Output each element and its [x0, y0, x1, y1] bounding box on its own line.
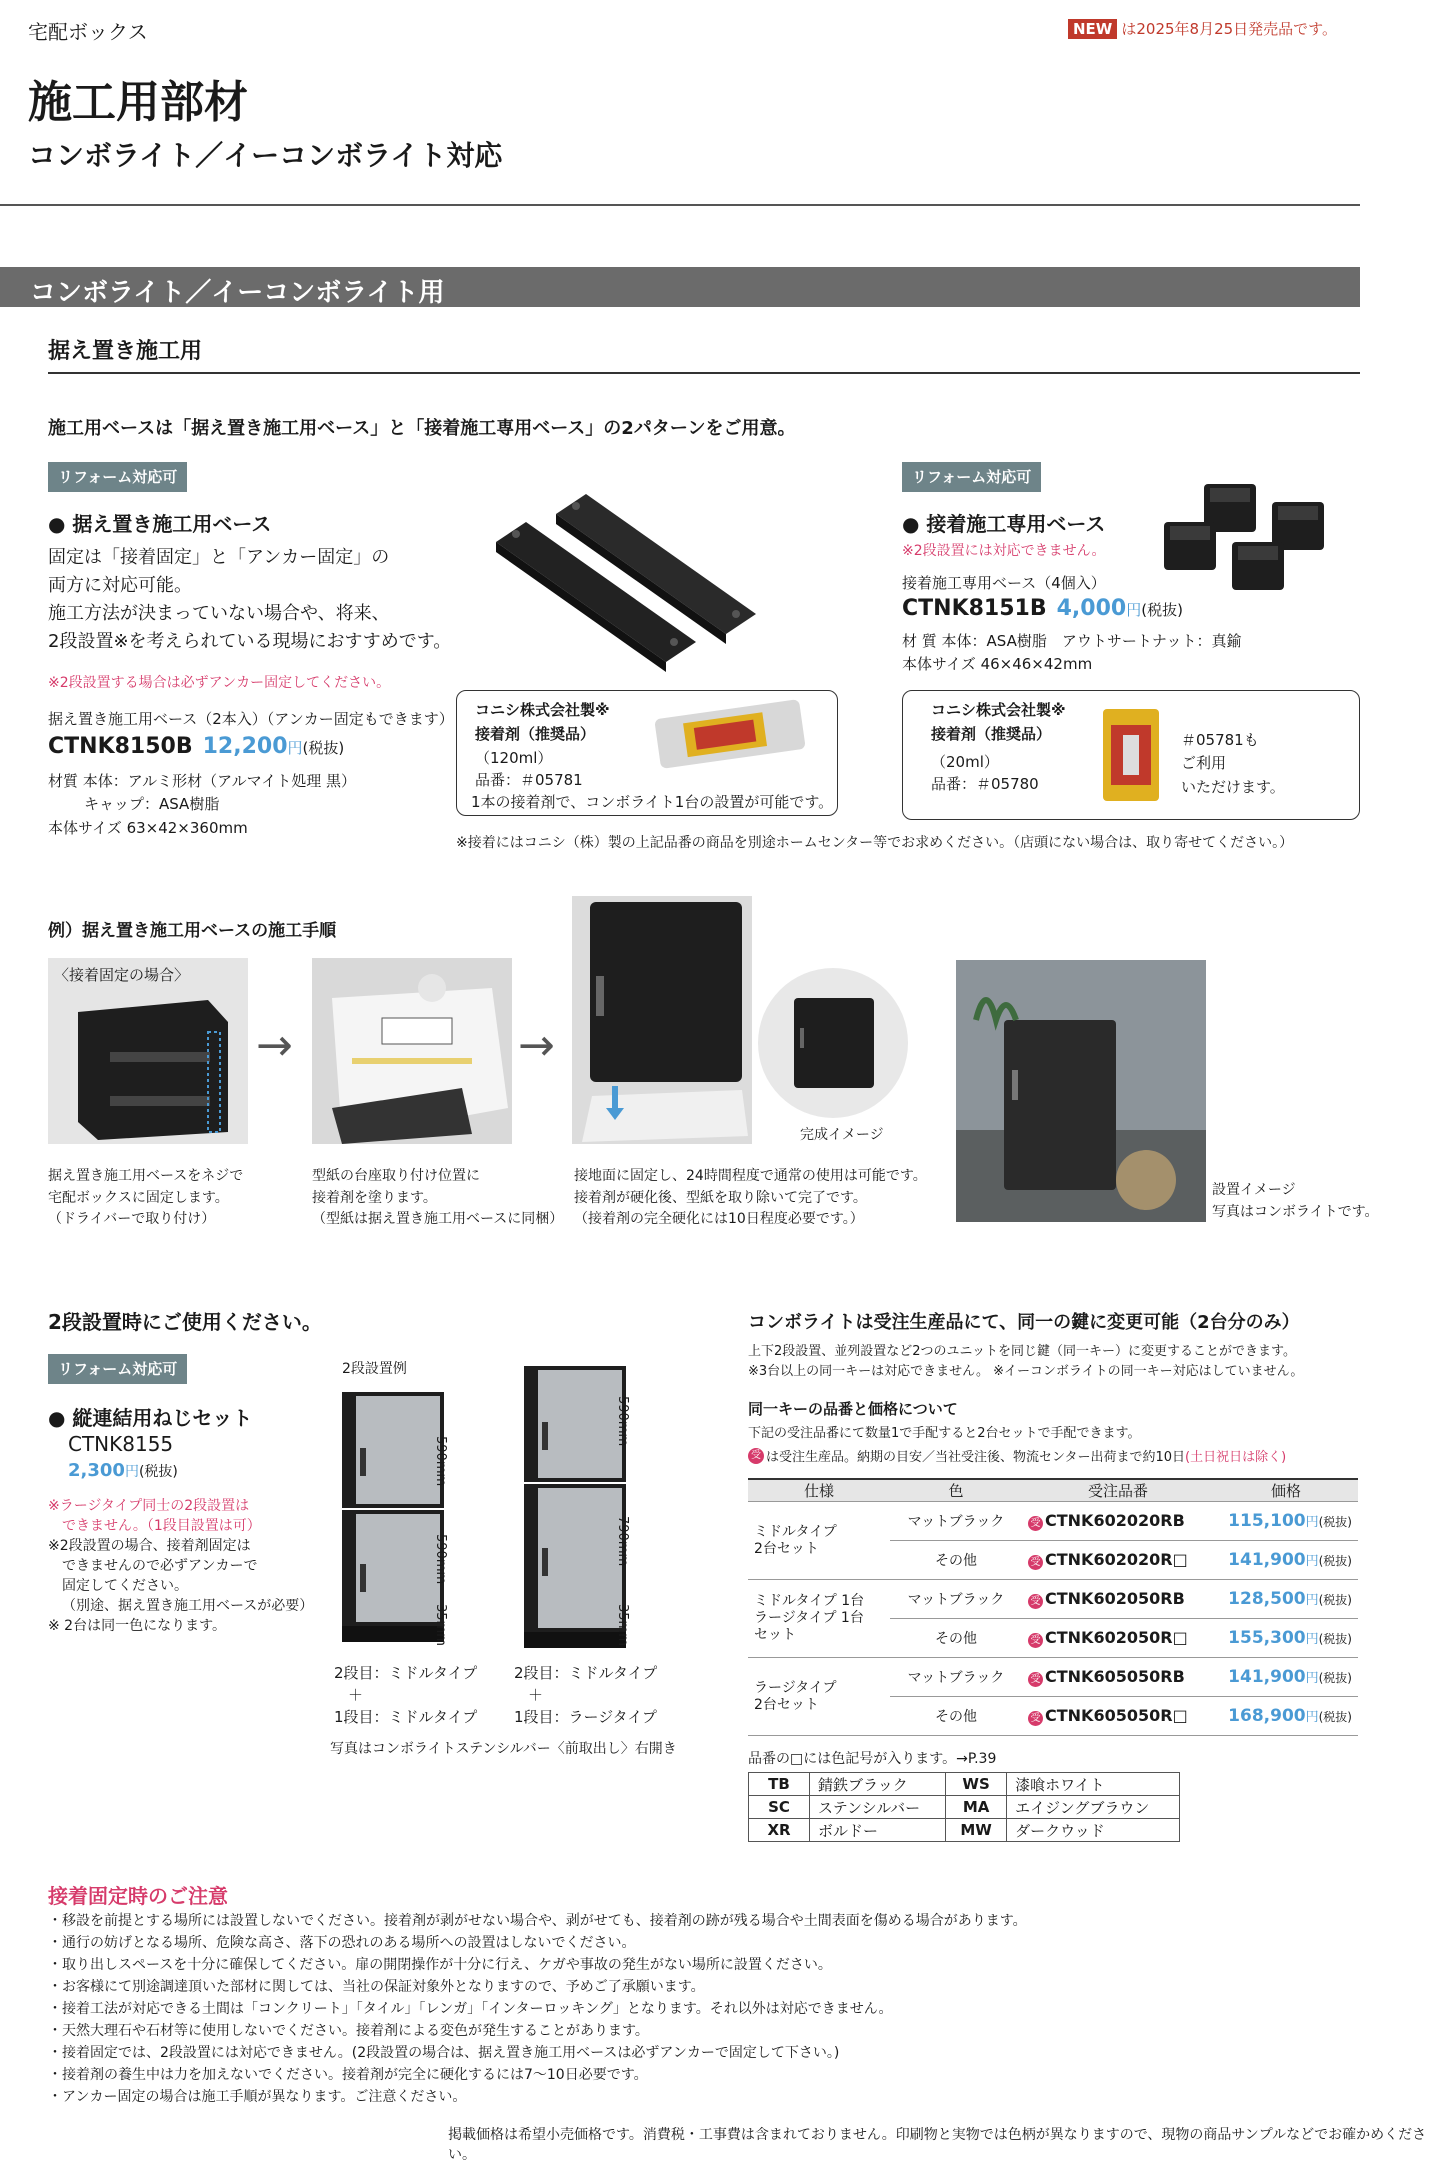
- base-left-note: ※2段設置する場合は必ずアンカー固定してください。: [48, 675, 391, 691]
- desc-line: 固定は「接着固定」と「アンカー固定」の: [48, 547, 390, 568]
- color-code: MW: [946, 1819, 1007, 1842]
- adhesive-maker: コニシ株式会社製※: [931, 701, 1066, 719]
- tax-note: (税抜): [1318, 1554, 1352, 1568]
- color-code: WS: [946, 1773, 1007, 1796]
- order-code: CTNK602050R□: [1045, 1628, 1188, 1647]
- alt-line: いただけます。: [1181, 777, 1285, 796]
- caption-line: （接着剤の完全硬化には10日程度必要です。）: [574, 1211, 864, 1228]
- reform-tag-left: リフォーム対応可: [48, 462, 187, 492]
- key-subheading: 同一キーの品番と価格について: [748, 1400, 958, 1418]
- stack-a-caption: [334, 1662, 477, 1728]
- stack-notes: [48, 1496, 313, 1636]
- color-code: SC: [749, 1796, 810, 1819]
- base-right-specs: [902, 630, 1242, 677]
- color-name: エイジングブラウン: [1007, 1796, 1180, 1819]
- caption-line: （型紙は据え置き施工用ベースに同梱）: [312, 1211, 564, 1228]
- caution-item: ・移設を前提とする場所には設置しないでください。接着剤が剥がせない場合や、剥がせても、接着剤の跡が残る場合や土間表面を傷める場合があります。: [48, 1913, 1027, 1929]
- caption-line: 接地面に固定し、24時間程度で通常の使用は可能です。: [574, 1168, 927, 1184]
- caption-line: 宅配ボックスに固定します。: [48, 1189, 229, 1206]
- category-label: 宅配ボックス: [28, 20, 148, 44]
- color-name: ステンシルバー: [810, 1796, 946, 1819]
- key-price-table: [748, 1478, 1358, 1736]
- box-upside-down-image: [58, 992, 238, 1142]
- order-mark-icon: 受: [748, 1448, 764, 1464]
- yen-unit: 円: [287, 739, 303, 757]
- desc-line: 両方に対応可能。: [48, 574, 192, 596]
- install-caption-line: 写真はコンボライトです。: [1212, 1203, 1379, 1220]
- yen-unit: 円: [1305, 1515, 1319, 1530]
- order-mark-icon: 受: [1028, 1711, 1043, 1726]
- spec-cell: ミドルタイプ 2台セット: [748, 1502, 890, 1580]
- case-label: 〈接着固定の場合〉: [54, 966, 190, 984]
- price: 4,000: [1056, 596, 1127, 621]
- table-header: 受注品番: [1022, 1479, 1214, 1502]
- table-row: [748, 1502, 1358, 1541]
- stack-photo-note: 写真はコンボライトステンシルバー〈前取出し〉右開き: [330, 1741, 677, 1757]
- color-name: ボルドー: [810, 1819, 946, 1842]
- header-divider: [0, 204, 1360, 206]
- tax-note: (税抜): [1318, 1593, 1352, 1607]
- caption-line: 2段目：ミドルタイプ: [514, 1664, 658, 1682]
- table-header: 価格: [1214, 1479, 1358, 1502]
- stack-price-line: [68, 1460, 178, 1481]
- step3-caption: [574, 1166, 927, 1231]
- base-blocks-image: [1160, 480, 1340, 610]
- install-caption-line: 設置イメージ: [1212, 1182, 1296, 1198]
- install-caption: [1212, 1180, 1378, 1223]
- dim-label: 590mm: [615, 1396, 630, 1447]
- step-arrow-icon: →: [256, 1020, 293, 1071]
- spec-line: 本体サイズ 63×42×360mm: [48, 818, 248, 837]
- install-photo: [956, 960, 1206, 1222]
- adhesive-volume: （120ml）: [475, 749, 553, 767]
- color-row: [749, 1773, 1180, 1796]
- base-right-price-line: [902, 596, 1183, 621]
- price: 2,300: [68, 1460, 125, 1481]
- color-cell: その他: [890, 1541, 1022, 1580]
- note-line: ※2段設置の場合、接着剤固定は: [48, 1538, 251, 1554]
- base-left-heading: ● 据え置き施工用ベース: [48, 512, 272, 536]
- note-line: ※ラージタイプ同士の2段設置は: [48, 1498, 250, 1514]
- stack-item: ● 縦連結用ねじセット: [48, 1406, 253, 1430]
- caution-item: ・接着固定では、2段設置には対応できません。(2段設置の場合は、据え置き施工用ベースは必ずアンカーで固定して下さい。): [48, 2045, 840, 2061]
- caution-list: [48, 1910, 1348, 2108]
- new-badge: NEW: [1068, 19, 1117, 39]
- order-mark-icon: 受: [1028, 1594, 1043, 1609]
- new-notice: [1068, 18, 1337, 39]
- template-paper-image: [312, 958, 512, 1144]
- adhesive-small-tube-image: [1099, 705, 1163, 805]
- order-code: CTNK605050RB: [1045, 1667, 1185, 1686]
- code-cell: [1022, 1697, 1214, 1736]
- adhesive-name: 接着剤（推奨品）: [931, 725, 1052, 743]
- color-code-table: [748, 1772, 1180, 1842]
- new-note: は2025年8月25日発売品です。: [1121, 20, 1337, 38]
- tax-note: (税抜): [1318, 1515, 1352, 1529]
- order-mark-icon: 受: [1028, 1516, 1043, 1531]
- adhesive-maker: コニシ株式会社製※: [475, 701, 610, 719]
- spec-line: キャップ：ASA樹脂: [84, 795, 220, 814]
- code-cell: [1022, 1580, 1214, 1619]
- caution-item: ・アンカー固定の場合は施工手順が異なります。ご注意ください。: [48, 2089, 467, 2105]
- step1-photo: [48, 958, 248, 1144]
- color-note: 品番の□には色記号が入ります。→P.39: [748, 1751, 997, 1767]
- note-line: ※ 2台は同一色になります。: [48, 1618, 226, 1634]
- table-header: 色: [890, 1479, 1022, 1502]
- code-cell: [1022, 1541, 1214, 1580]
- color-cell: その他: [890, 1697, 1022, 1736]
- adhesive-code: 品番：＃05780: [931, 775, 1039, 793]
- step-arrow-icon: →: [518, 1020, 555, 1071]
- tax-note: (税抜): [302, 739, 345, 757]
- completed-box-image: [758, 968, 908, 1118]
- caution-item: ・通行の妨げとなる場所、危険な高さ、落下の恐れのある場所への設置はしないでください。: [48, 1935, 636, 1951]
- reform-tag-right: リフォーム対応可: [902, 462, 1041, 492]
- adhesive-name: 接着剤（推奨品）: [475, 725, 596, 743]
- color-name: ダークウッド: [1007, 1819, 1180, 1842]
- adhesive-alt: [1181, 729, 1285, 799]
- order-code: CTNK602020R□: [1045, 1550, 1188, 1569]
- code-cell: [1022, 1619, 1214, 1658]
- table-row: [748, 1658, 1358, 1697]
- yen-unit: 円: [1305, 1632, 1319, 1647]
- caution-item: ・お客様にて別途調達頂いた部材に関しては、当社の保証対象外となりますので、予めご了承願います。: [48, 1979, 705, 1995]
- desc4-text: は受注生産品。納期の目安／当社受注後、物流センター出荷まで約10日: [766, 1450, 1186, 1465]
- price: 141,900: [1228, 1550, 1306, 1570]
- color-cell: マットブラック: [890, 1502, 1022, 1541]
- price: 141,900: [1228, 1667, 1306, 1687]
- box-on-floor-image: [572, 896, 752, 1144]
- stack-b-caption: [514, 1662, 657, 1728]
- footer-note: 掲載価格は希望小売価格です。消費税・工事費は含まれておりません。印刷物と実物では色柄が異なりますので、現物の商品サンプルなどでお確かめください。: [448, 2127, 1427, 2163]
- color-name: 錆鉄ブラック: [810, 1773, 946, 1796]
- installed-box-image: [956, 960, 1206, 1222]
- complete-label: 完成イメージ: [800, 1127, 884, 1143]
- code-cell: [1022, 1502, 1214, 1541]
- color-name: 漆喰ホワイト: [1007, 1773, 1180, 1796]
- price-cell: [1214, 1502, 1358, 1541]
- caption-line: 据え置き施工用ベースをネジで: [48, 1168, 244, 1184]
- alt-line: ご利用: [1181, 754, 1227, 773]
- base-right-heading: ● 接着施工専用ベース: [902, 512, 1106, 536]
- color-code: TB: [749, 1773, 810, 1796]
- spec-line: 材質 本体：アルミ形材（アルマイト処理 黒）: [48, 772, 357, 790]
- stack-code: CTNK8155: [68, 1432, 174, 1456]
- step3-photo: [572, 896, 752, 1144]
- base-left-specs: [48, 770, 356, 840]
- caution-heading: 接着固定時のご注意: [48, 1884, 228, 1908]
- yen-unit: 円: [1305, 1710, 1319, 1725]
- dim-label: 35mm: [615, 1604, 630, 1646]
- desc-line: 2段設置※を考えられている現場におすすめです。: [48, 630, 452, 652]
- caution-item: ・接着工法が対応できる土間は「コンクリート」「タイル」「レンガ」「インターロッキング」となります。それ以外は対応できません。: [48, 2001, 893, 2017]
- caution-item: ・取り出しスペースを十分に確保してください。扉の開閉操作が十分に行え、ケガや事故の発生がない場所に設置ください。: [48, 1957, 832, 1973]
- color-cell: マットブラック: [890, 1658, 1022, 1697]
- note-line: できませんので必ずアンカーで: [62, 1558, 258, 1574]
- price: 128,500: [1228, 1589, 1306, 1609]
- price: 115,100: [1228, 1511, 1306, 1531]
- complete-image-circle: [758, 968, 908, 1118]
- desc-line: 施工方法が決まっていない場合や、将来、: [48, 602, 390, 624]
- order-mark-icon: 受: [1028, 1555, 1043, 1570]
- order-mark-icon: 受: [1028, 1672, 1043, 1687]
- price-cell: [1214, 1697, 1358, 1736]
- yen-unit: 円: [124, 1464, 139, 1480]
- price-cell: [1214, 1580, 1358, 1619]
- adhesive-tube-image: [655, 699, 805, 769]
- color-code: XR: [749, 1819, 810, 1842]
- section-bar-title: コンボライト／イーコンボライト用: [30, 278, 445, 308]
- intro-text: 施工用ベースは「据え置き施工用ベース」と「接着施工専用ベース」の2パターンをご用意。: [48, 418, 796, 439]
- section-bar: [0, 267, 1360, 307]
- adhesive-footnote: ※接着にはコニシ（株）製の上記品番の商品を別途ホームセンター等でお求めください。（店頭にない場合は、取り寄せてください。）: [456, 835, 1294, 851]
- caption-line: 接着剤を塗ります。: [312, 1189, 437, 1206]
- yen-unit: 円: [1305, 1593, 1319, 1608]
- code-cell: [1022, 1658, 1214, 1697]
- base-bars-image: [486, 492, 766, 672]
- base-right-note: ※2段設置には対応できません。: [902, 543, 1106, 559]
- key-heading: コンボライトは受注生産品にて、同一の鍵に変更可能（2台分のみ）: [748, 1312, 1300, 1333]
- spec-cell: ミドルタイプ 1台 ラージタイプ 1台 セット: [748, 1580, 890, 1658]
- desc-line: 上下2段設置、並列設置など2つのユニットを同じ鍵（同一キー）に変更することができます。: [748, 1344, 1296, 1359]
- dim-label: 590mm: [433, 1436, 448, 1487]
- tax-note: (税抜): [1318, 1671, 1352, 1685]
- base-left-price-line: [48, 734, 344, 759]
- desc-line: ※3台以上の同一キーは対応できません。 ※イーコンボライトの同一キー対応はしていません。: [748, 1364, 1304, 1379]
- note-line: できません。（1段目設置は可）: [62, 1518, 261, 1534]
- order-code: CTNK602020RB: [1045, 1511, 1185, 1530]
- subsection-divider: [48, 372, 1360, 374]
- step1-caption: [48, 1166, 243, 1231]
- caption-line: 2段目：ミドルタイプ: [334, 1664, 478, 1682]
- procedure-title: 例）据え置き施工用ベースの施工手順: [48, 921, 337, 941]
- color-cell: その他: [890, 1619, 1022, 1658]
- color-row: [749, 1819, 1180, 1842]
- dim-label: 590mm: [433, 1534, 448, 1585]
- step2-photo: [312, 958, 512, 1144]
- adhesive-volume: （20ml）: [931, 753, 999, 771]
- caution-item: ・天然大理石や石材等に使用しないでください。接着剤による変色が発生することがあります。: [48, 2023, 649, 2039]
- price: 12,200: [202, 734, 288, 759]
- stack-example-label: 2段設置例: [342, 1361, 407, 1377]
- subsection-title: 据え置き施工用: [48, 339, 203, 364]
- yen-unit: 円: [1305, 1554, 1319, 1569]
- caption-line: 1段目：ラージタイプ: [514, 1708, 657, 1726]
- table-header-row: [748, 1479, 1358, 1502]
- base-left-pack: 据え置き施工用ベース（2本入）（アンカー固定もできます）: [48, 710, 454, 728]
- caption-line: 型紙の台座取り付け位置に: [312, 1168, 480, 1184]
- page-subtitle: コンボライト／イーコンボライト対応: [28, 139, 503, 172]
- key-desc3: 下記の受注品番にて数量1で手配すると2台セットで手配できます。: [748, 1426, 1141, 1441]
- color-cell: マットブラック: [890, 1580, 1022, 1619]
- note-line: （別途、据え置き施工用ベースが必要）: [62, 1598, 314, 1614]
- dim-label: 35mm: [433, 1604, 448, 1646]
- note-line: 固定してください。: [62, 1578, 188, 1594]
- tax-note: (税抜): [1318, 1710, 1352, 1724]
- base-right-pack: 接着施工専用ベース（4個入）: [902, 574, 1106, 592]
- tax-note: (税抜): [1318, 1632, 1352, 1646]
- stack-heading: 2段設置時にご使用ください。: [48, 1310, 322, 1334]
- price-cell: [1214, 1658, 1358, 1697]
- tax-note: (税抜): [138, 1464, 178, 1480]
- tax-note: (税抜): [1141, 601, 1183, 619]
- caption-line: （ドライバーで取り付け）: [48, 1211, 216, 1228]
- desc4-holiday: (土日祝日は除く): [1185, 1450, 1287, 1465]
- product-code: CTNK8151B: [902, 596, 1047, 621]
- caption-line: ＋: [348, 1686, 364, 1704]
- page-title: 施工用部材: [28, 77, 248, 128]
- caution-item: ・接着剤の養生中は力を加えないでください。接着剤が完全に硬化するには7～10日必要です。: [48, 2067, 648, 2083]
- price-cell: [1214, 1541, 1358, 1580]
- spec-line: 本体サイズ 46×46×42mm: [902, 655, 1093, 674]
- table-row: [748, 1580, 1358, 1619]
- color-code: MA: [946, 1796, 1007, 1819]
- yen-unit: 円: [1126, 601, 1142, 619]
- alt-line: ＃05781も: [1181, 731, 1259, 749]
- adhesive-code: 品番：＃05781: [475, 771, 583, 789]
- key-desc4: [748, 1446, 1286, 1465]
- yen-unit: 円: [1305, 1671, 1319, 1686]
- adhesive-note: 1本の接着剤で、コンボライト1台の設置が可能です。: [471, 793, 834, 811]
- dim-label: 790mm: [615, 1516, 630, 1567]
- order-code: CTNK605050R□: [1045, 1706, 1188, 1725]
- price: 155,300: [1228, 1628, 1306, 1648]
- base-left-desc: [48, 544, 451, 656]
- product-code: CTNK8150B: [48, 734, 193, 759]
- color-row: [749, 1796, 1180, 1819]
- reform-tag-stack: リフォーム対応可: [48, 1354, 187, 1384]
- adhesive-panel-right: [902, 690, 1360, 820]
- caption-line: 接着剤が硬化後、型紙を取り除いて完了です。: [574, 1189, 867, 1206]
- price-cell: [1214, 1619, 1358, 1658]
- spec-line: 材 質 本体：ASA樹脂 アウトサートナット：真鍮: [902, 632, 1242, 650]
- price: 168,900: [1228, 1706, 1306, 1726]
- caption-line: 1段目：ミドルタイプ: [334, 1708, 478, 1726]
- table-header: 仕様: [748, 1479, 890, 1502]
- order-code: CTNK602050RB: [1045, 1589, 1185, 1608]
- spec-cell: ラージタイプ 2台セット: [748, 1658, 890, 1736]
- key-desc: [748, 1342, 1303, 1382]
- step2-caption: [312, 1166, 563, 1231]
- order-mark-icon: 受: [1028, 1633, 1043, 1648]
- caption-line: ＋: [528, 1686, 544, 1704]
- adhesive-panel-left: [456, 690, 838, 816]
